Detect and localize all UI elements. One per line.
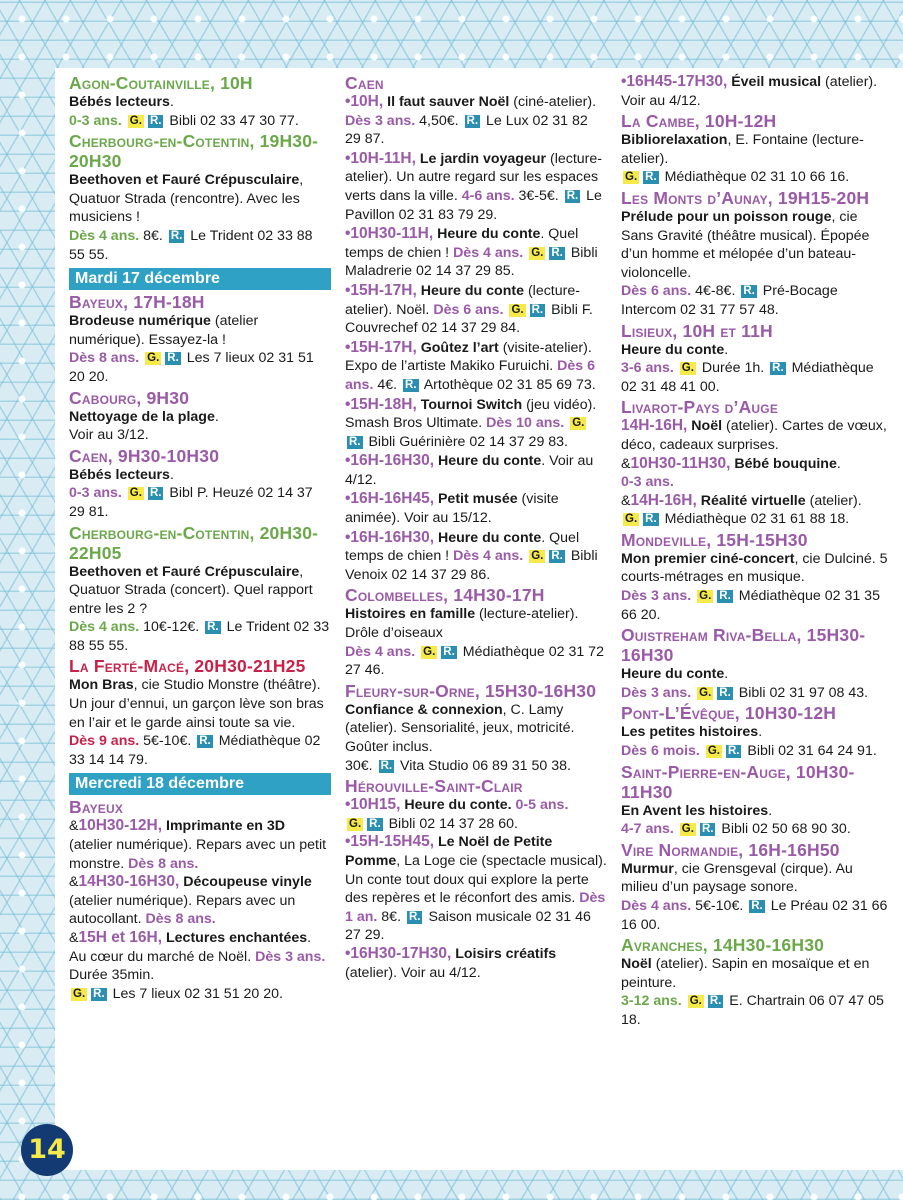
event-title: Tournoi Switch — [420, 396, 523, 413]
event-age: Dès 3 ans. — [621, 684, 692, 701]
badge-r-icon: R. — [551, 550, 563, 563]
event-info: Le Trident 02 33 88 55 55. — [69, 227, 313, 263]
event-avranches — [621, 935, 893, 1029]
event-age: Dès 8 ans. — [128, 855, 199, 872]
event-age: Dès 6 mois. — [621, 743, 700, 760]
badge-g-icon: G. — [423, 645, 436, 658]
badge-g-icon: G. — [349, 817, 362, 830]
event-desc: . Voir au 4/12. — [345, 453, 594, 488]
event-time: •15H-17H, — [345, 338, 417, 356]
event-desc: (visite-atelier). Expo de l’artiste Makiko Furuichi. — [345, 339, 592, 375]
event-time: •16H30-17H30, — [345, 944, 452, 962]
badge-g-icon: G. — [689, 995, 702, 1008]
event-place: Vire Normandie, 16H-16H50 — [621, 839, 840, 860]
event-desc: (atelier). Sapin en mosaïque et en peinture. — [621, 956, 870, 991]
badge-r-icon: R. — [466, 114, 479, 127]
event-age: Dès 6 ans. — [345, 358, 595, 393]
event-info: Bibli Maladrerie 02 14 37 29 85. — [345, 244, 598, 280]
event-age: Dès 4 ans. — [621, 898, 692, 914]
event-vire — [621, 840, 893, 934]
badge-r-icon: R. — [772, 362, 784, 375]
event-place: Avranches, 14H30-16H30 — [621, 935, 825, 956]
amp: & — [621, 492, 631, 509]
event-title: Murmur — [621, 860, 674, 877]
event-info: Médiathèque 02 31 72 27 46. — [345, 643, 604, 679]
event-time: •10H30-11H, — [345, 225, 434, 243]
event-age: Dès 6 ans. — [621, 283, 692, 300]
event-caen-g — [345, 452, 607, 489]
event-age: Dès 4 ans. — [345, 643, 416, 660]
event-place: La Ferté-Macé, 20H30-21H25 — [69, 656, 306, 677]
event-place: Cherbourg-en-Cotentin, 19H30-20H30 — [69, 131, 319, 172]
event-title: Bébés lecteurs — [69, 466, 170, 483]
event-time: 15H et 16H, — [78, 929, 163, 946]
event-info: Bibli 02 31 97 08 43. — [738, 684, 869, 701]
event-title: Heure du conte — [437, 453, 542, 470]
event-time: 14H-16H, — [621, 417, 688, 435]
event-age: 0-3 ans. — [69, 485, 122, 502]
event-caen-1: Caen, 9H30-10H30 Bébés lecteurs. 0-3 ans. G. R. Bibl P. Heuzé 02 14 37 29 81. — [69, 446, 331, 522]
badge-g-icon: G. — [681, 823, 694, 836]
event-fleury — [345, 681, 607, 775]
event-place: Fleury-sur-Orne, 15H30-16H30 — [345, 680, 597, 701]
badge-r-icon: R. — [380, 759, 393, 772]
amp: & — [69, 874, 79, 891]
event-title: Mon Bras — [69, 677, 134, 694]
event-place: Lisieux, 10H et 11H — [621, 320, 773, 341]
amp: & — [69, 818, 79, 835]
event-title: Heure du conte — [437, 226, 541, 243]
amp: & — [621, 455, 631, 472]
event-age: 0-3 ans. — [621, 474, 674, 491]
event-colombelles — [345, 585, 607, 679]
badge-r-icon: R. — [149, 114, 162, 127]
event-time: •16H-16H30, — [345, 528, 435, 546]
event-info: Le Trident 02 33 88 55 55. — [69, 619, 330, 654]
column-3 — [621, 73, 893, 1031]
event-desc: . Quel temps de chien ! — [345, 529, 580, 565]
event-age: Dès 4 ans. — [69, 619, 140, 636]
event-desc: Voir au 3/12. — [69, 427, 149, 444]
event-title: Heure du conte. — [404, 797, 512, 814]
event-cabourg: Cabourg, 9H30 Nettoyage de la plage. Voir au 3/12. — [69, 388, 331, 445]
event-title: Beethoven et Fauré Crépusculaire — [69, 172, 300, 189]
event-time: •15H-15H45, — [345, 833, 435, 851]
event-info: Les 7 lieux 02 31 51 20 20. — [69, 350, 314, 385]
event-info: Médiathèque 02 31 10 66 16. — [664, 169, 850, 186]
event-price: 3€-5€. — [518, 187, 559, 204]
event-desc: . Quel temps de chien ! — [345, 226, 579, 261]
badge-r-icon: R. — [93, 987, 105, 1000]
badge-g-icon: G. — [625, 171, 638, 184]
event-title: Nettoyage de la plage — [69, 408, 215, 425]
event-time: •16H-16H45, — [345, 490, 435, 508]
badge-r-icon: R. — [349, 435, 361, 448]
badge-r-icon: R. — [566, 189, 579, 202]
event-desc: , La Loge cie (spectacle musical). Un conte tout doux qui explore la perte des repères et le réconfort des amis. — [345, 852, 607, 907]
event-place: Cherbourg-en-Cotentin, 20H30-22H05 — [69, 522, 319, 563]
event-info: Médiathèque 02 31 48 41 00. — [621, 360, 874, 395]
event-price: 10€-12€. — [143, 619, 200, 636]
event-desc: , cie Grensgeval (cirque). Au milieu d’un paysage sonore. — [621, 860, 853, 896]
event-title: Éveil musical — [731, 74, 822, 90]
event-info: Le Lux 02 31 82 29 87. — [345, 112, 588, 148]
event-info: Médiathèque 02 31 35 66 20. — [621, 588, 880, 623]
event-info: Bibli 02 14 37 28 60. — [388, 815, 518, 832]
event-age: Dès 4 ans. — [69, 227, 140, 244]
event-desc: , Quatuor Strada (concert). Quel rapport entre les 2 ? — [69, 563, 313, 617]
event-desc: (atelier). Cartes de vœux, déco, cadeaux surprises. — [621, 418, 887, 453]
event-desc: (lecture-atelier). Un autre regard sur les espaces verts dans la ville. — [345, 150, 603, 204]
badge-r-icon: R. — [405, 378, 417, 391]
event-title: Le jardin voyageur — [419, 150, 547, 167]
event-place: La Cambe, 10H-12H — [621, 111, 777, 132]
badge-g-icon: G. — [129, 487, 142, 500]
event-desc: Durée 35min. — [69, 967, 155, 984]
page-number: 14 — [21, 1124, 73, 1176]
event-caen-f — [345, 396, 607, 452]
event-title: Lectures enchantées — [166, 930, 308, 946]
event-desc: (visite animée). Voir au 15/12. — [345, 491, 559, 527]
event-time: •16H45-17H30, — [621, 73, 728, 90]
event-caen-e — [345, 339, 607, 395]
event-info: Le Pavillon 02 31 83 79 29. — [345, 187, 602, 223]
event-desc: (atelier numérique). Repars avec un autocollant. — [69, 892, 296, 928]
badge-r-icon: R. — [709, 995, 722, 1008]
badge-r-icon: R. — [443, 645, 455, 658]
event-place: Saint-Pierre-en-Auge, 10H30-11H30 — [621, 761, 855, 802]
event-time: 14H30-16H30, — [78, 873, 180, 891]
event-info: Vita Studio 06 89 31 50 38. — [400, 757, 571, 774]
event-mondeville — [621, 530, 893, 624]
event-bayeux-2 — [69, 797, 331, 1003]
event-title: Heure du conte — [621, 666, 725, 683]
event-age: 4-7 ans. — [621, 821, 674, 838]
event-la-cambe — [621, 111, 893, 187]
event-desc: , cie Dulciné. 5 courts-métrages en musique. — [621, 550, 888, 586]
badge-g-icon: G. — [73, 987, 86, 1000]
event-desc: (atelier). Voir au 4/12. — [345, 964, 481, 981]
event-age: Dès 3 ans. — [255, 948, 326, 965]
event-time: •10H, — [345, 93, 384, 110]
event-pont-leveque: Pont-L’Évêque, 10H30-12H Les petites histoires. Dès 6 mois. G. R. Bibli 02 31 64 24 91. — [621, 703, 893, 760]
event-saint-pierre: Saint-Pierre-en-Auge, 10H30-11H30 En Avent les histoires. 4-7 ans. G. R. Bibli 02 50 68 90 30. — [621, 762, 893, 839]
event-info: Bibli 02 31 64 24 91. — [747, 743, 877, 760]
badge-g-icon: G. — [707, 745, 720, 758]
event-age: 0-5 ans. — [515, 797, 569, 814]
event-info: Médiathèque 02 33 14 14 79. — [69, 733, 321, 768]
badge-r-icon: R. — [167, 352, 179, 365]
event-price: 4,50€. — [419, 112, 459, 129]
event-title: Bébés lecteurs — [69, 94, 170, 110]
event-title: Imprimante en 3D — [166, 818, 286, 835]
badge-g-icon: G. — [147, 352, 160, 365]
event-place: Cabourg, 9H30 — [69, 387, 190, 408]
event-place: Colombelles, 14H30-17H — [345, 585, 545, 606]
event-time: 14H-16H, — [630, 491, 697, 509]
event-info: Médiathèque 02 31 61 88 18. — [664, 511, 850, 528]
event-info: Artothèque 02 31 85 69 73. — [423, 376, 596, 393]
event-info: Bibli 02 50 68 90 30. — [721, 821, 851, 838]
event-title: Goûtez l’art — [420, 339, 499, 356]
event-title: Petit musée — [437, 491, 518, 508]
event-place: Les Monts d’Aunay, 19H15-20H — [621, 187, 870, 208]
event-age: 3-6 ans. — [621, 360, 674, 377]
event-title: Heure du conte — [621, 341, 725, 358]
event-age: Dès 8 ans. — [145, 911, 216, 928]
event-time: •10H-11H, — [345, 149, 416, 167]
event-time: •15H-18H, — [345, 395, 417, 413]
event-info: Pré-Bocage Intercom 02 31 77 57 48. — [621, 283, 838, 318]
event-desc: (lecture-atelier). Noël. — [345, 282, 580, 318]
event-title: Loisirs créatifs — [455, 945, 557, 962]
event-title: Le Noël de Petite Pomme — [345, 834, 553, 869]
event-desc: (atelier). Voir au 4/12. — [621, 74, 878, 109]
event-age: Dès 3 ans. — [621, 588, 692, 605]
event-desc: (lecture-atelier). Drôle d’oiseaux — [345, 606, 579, 642]
badge-g-icon: G. — [511, 303, 524, 316]
event-desc: Durée 1h. — [701, 360, 765, 377]
badge-g-icon: G. — [531, 550, 544, 563]
event-place: Livarot-Pays d’Auge — [621, 397, 779, 418]
event-price: 8€. — [381, 908, 402, 925]
event-age: Dès 6 ans. — [433, 301, 504, 318]
event-title: Réalité virtuelle — [700, 492, 806, 509]
event-info: Saison musicale 02 31 46 27 29. — [345, 908, 591, 944]
event-price: 30€. — [345, 757, 373, 774]
event-place: Caen — [345, 73, 384, 93]
event-livarot: Livarot-Pays d’Auge 14H-16H, Noël (atelier). Cartes de vœux, déco, cadeaux surprises. &10H30-11H30, Bébé bouquine. 0-3 ans. &14H-16H, Réalité virtuelle (atelier). G. R. Médiathèque 02 31 61 88 18. — [621, 397, 893, 529]
event-place: Bayeux — [69, 797, 124, 818]
event-place: Mondeville, 15H-15H30 — [621, 529, 808, 550]
event-caen-b — [345, 150, 607, 224]
event-ouistreham: Ouistreham Riva-Bella, 15H30-16H30 Heure du conte. Dès 3 ans. G. R. Bibli 02 31 97 08 43. — [621, 625, 893, 702]
event-title: Beethoven et Fauré Crépusculaire — [69, 563, 300, 580]
event-time: •16H-16H30, — [345, 452, 435, 470]
event-age: Dès 3 ans. — [345, 112, 416, 129]
event-desc: , E. Fontaine (lecture-atelier). — [621, 132, 864, 167]
event-title: Découpeuse vinyle — [183, 874, 312, 891]
event-cherbourg-1 — [69, 131, 331, 264]
badge-r-icon: R. — [369, 817, 381, 830]
event-title: Il faut sauver Noël — [387, 94, 510, 110]
day-header-17: Mardi 17 décembre — [69, 268, 331, 290]
event-title: Histoires en famille — [345, 606, 476, 623]
event-info: Bibli Guérinière 02 14 37 29 83. — [368, 433, 568, 450]
event-cherbourg-2 — [69, 523, 331, 656]
badge-r-icon: R. — [719, 590, 731, 603]
event-herouville — [345, 776, 607, 982]
event-age: Dès 9 ans. — [69, 733, 140, 750]
event-age: 3-12 ans. — [621, 993, 682, 1010]
badge-g-icon: G. — [531, 246, 544, 259]
badge-g-icon: G. — [625, 513, 638, 526]
amp: & — [69, 930, 79, 946]
event-caen-eveil — [621, 73, 893, 110]
event-monts-aunay — [621, 188, 893, 320]
event-price: 4€. — [377, 376, 398, 393]
event-desc: (ciné-atelier). — [509, 94, 597, 110]
event-lisieux: Lisieux, 10H et 11H Heure du conte. 3-6 ans. G. Durée 1h. R. Médiathèque 02 31 48 41 00. — [621, 321, 893, 397]
event-info: Le Préau 02 31 66 16 00. — [621, 898, 888, 933]
event-price: 5€-10€. — [695, 898, 744, 914]
badge-r-icon: R. — [170, 229, 183, 242]
event-age: 4-6 ans. — [461, 187, 515, 204]
event-title: Heure du conte — [420, 282, 524, 299]
event-price: 4€-8€. — [695, 283, 736, 300]
column-2 — [345, 73, 607, 983]
day-header-18: Mercredi 18 décembre — [69, 773, 331, 795]
event-info: Les 7 lieux 02 31 51 20 20. — [112, 985, 283, 1002]
event-place: Ouistreham Riva-Bella, 15H30-16H30 — [621, 625, 866, 666]
badge-r-icon: R. — [551, 246, 563, 259]
badge-r-icon: R. — [207, 621, 219, 634]
badge-r-icon: R. — [531, 303, 544, 316]
event-desc: , C. Lamy (atelier). Sensorialité, jeux, motricité. Goûter inclus. — [345, 701, 575, 755]
badge-r-icon: R. — [199, 735, 211, 748]
event-caen-h — [345, 490, 607, 527]
event-title: Bibliorelaxation — [621, 132, 728, 149]
event-agon: Agon-Coutainville, 10H Bébés lecteurs. 0-3 ans. G. R. Bibli 02 33 47 30 77. — [69, 73, 331, 130]
event-ferte-mace — [69, 656, 331, 769]
event-info: Bibli F. Couvrechef 02 14 37 29 84. — [345, 301, 593, 337]
event-caen-d — [345, 282, 607, 338]
column-1 — [69, 73, 331, 1004]
event-title: Prélude pour un poisson rouge — [621, 208, 832, 225]
badge-r-icon: R. — [727, 745, 740, 758]
badge-r-icon: R. — [719, 686, 731, 699]
badge-g-icon: G. — [699, 686, 712, 699]
event-bayeux-1 — [69, 292, 331, 386]
badge-g-icon: G. — [129, 114, 142, 127]
event-place: Hérouville-Saint-Clair — [345, 776, 523, 797]
event-title: Brodeuse numérique — [69, 313, 211, 330]
event-time: •10H15, — [345, 796, 401, 814]
event-desc: (atelier numérique). Repars avec un petit monstre. — [69, 837, 327, 872]
event-place: Caen, 9H30-10H30 — [69, 445, 220, 466]
event-age: Dès 1 an. — [345, 890, 606, 925]
event-caen-c — [345, 225, 607, 281]
badge-g-icon: G. — [699, 590, 712, 603]
event-desc: , cie Studio Monstre (théâtre). Un jour d’ennui, un garçon lève son bras en l’air et le garde ainsi toute sa vie. — [69, 677, 324, 731]
event-place: Pont-L’Évêque, 10H30-12H — [621, 703, 837, 724]
event-age: Dès 4 ans. — [453, 548, 524, 565]
event-place: Bayeux, 17H-18H — [69, 292, 205, 313]
badge-r-icon: R. — [751, 900, 763, 912]
badge-r-icon: R. — [645, 171, 657, 184]
event-price: 5€-10€. — [143, 733, 192, 750]
event-title: Mon premier ciné-concert — [621, 550, 795, 567]
event-time: •15H-17H, — [345, 281, 417, 299]
event-age: Dès 8 ans. — [69, 350, 140, 367]
event-desc: , Quatuor Strada (rencontre). Avec les musiciens ! — [69, 172, 304, 226]
event-title: En Avent les histoires — [621, 802, 769, 819]
event-time: 10H30-12H, — [78, 817, 163, 835]
event-age: Dès 4 ans. — [453, 244, 524, 261]
event-desc: (atelier numérique). Essayez-la ! — [69, 313, 259, 348]
event-desc: . Au cœur du marché de Noël. — [69, 930, 312, 965]
event-time: 10H30-11H30, — [630, 454, 731, 472]
event-caen-i — [345, 529, 607, 585]
badge-r-icon: R. — [701, 823, 714, 836]
event-desc: (atelier). — [805, 492, 862, 509]
event-title: Confiance & connexion — [345, 701, 503, 718]
event-title: Bébé bouquine — [734, 455, 837, 472]
badge-r-icon: R. — [743, 285, 755, 298]
event-title: Noël — [691, 418, 723, 435]
event-place: Agon-Coutainville, 10H — [69, 73, 253, 93]
event-desc: (jeu vidéo). Smash Bros Ultimate. — [345, 396, 597, 432]
event-age: 0-3 ans. — [69, 112, 122, 129]
event-title: Noël — [621, 956, 652, 973]
event-title: Les petites histoires — [621, 724, 759, 741]
badge-g-icon: G. — [681, 362, 694, 375]
event-title: Heure du conte — [437, 529, 542, 546]
event-info: Bibl P. Heuzé 02 14 37 29 81. — [69, 485, 313, 520]
event-info: Bibli Venoix 02 14 37 29 86. — [345, 548, 598, 583]
event-caen-a — [345, 93, 607, 149]
event-info: Bibli 02 33 47 30 77. — [169, 112, 299, 129]
badge-r-icon: R. — [149, 487, 162, 500]
badge-g-icon: G. — [572, 417, 585, 430]
badge-r-icon: R. — [645, 513, 657, 526]
event-desc: , cie Sans Gravité (théâtre musical). Épopée d’un homme et mélopée d’un bateau-violoncelle. — [621, 208, 870, 281]
event-age: Dès 10 ans. — [486, 415, 565, 432]
event-info: E. Chartrain 06 07 47 05 18. — [621, 993, 884, 1028]
event-price: 8€. — [143, 227, 163, 244]
badge-r-icon: R. — [408, 910, 421, 923]
